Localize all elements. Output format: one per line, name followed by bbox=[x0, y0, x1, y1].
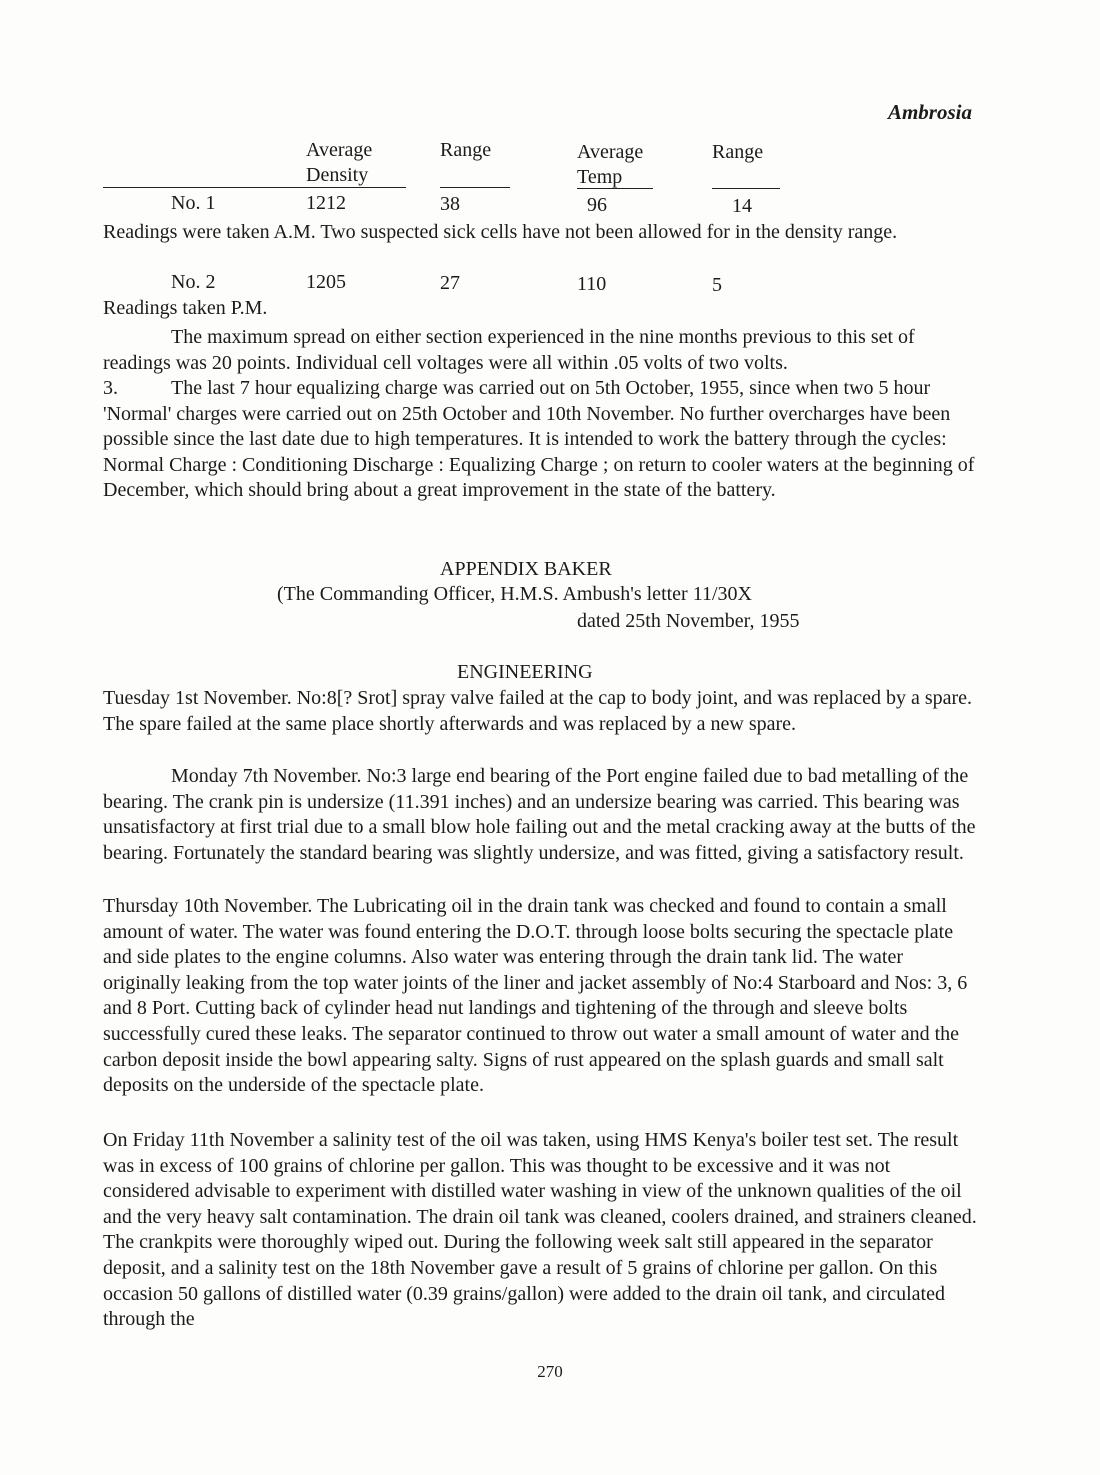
appendix-title: APPENDIX BAKER bbox=[440, 558, 612, 580]
row-temp: 110 bbox=[577, 273, 607, 295]
table-rule bbox=[440, 187, 510, 188]
paragraph-readings-pm: Readings taken P.M. bbox=[103, 297, 268, 319]
header-average-temp: Average Temp bbox=[577, 141, 644, 188]
header-range-temp: Range bbox=[712, 141, 764, 163]
table-rule bbox=[577, 188, 653, 189]
table-rule bbox=[103, 187, 406, 188]
header-range-density: Range bbox=[440, 139, 492, 161]
table-rule bbox=[712, 188, 780, 189]
row-label: No. 1 bbox=[171, 192, 216, 214]
paragraph-eng-4: On Friday 11th November a salinity test of the oil was taken, using HMS Kenya's boiler test set. The result was in excess of 100 grains of chlorine per gallon. This was thought to be excessive and it was not considered advisable to experiment with distilled water washing in view of the unknown qualities of the oil and the very heavy salt contamination. The drain oil tank was cleaned, coolers drained, and strainers cleaned. The crankpits were thoroughly wiped out. During the following week salt still appeared in the separator deposit, and a salinity test on the 18th November gave a result of 5 grains of chlorine per gallon. On this occasion 50 gallons of distilled water (0.39 grains/gallon) were added to the drain oil tank, and circulated through the bbox=[103, 1129, 977, 1331]
paragraph-eng-3: Thursday 10th November. The Lubricating oil in the drain tank was checked and found to contain a small amount of water. The water was found entering the D.O.T. through loose bolts securing the spectacle plate and side plates to the engine columns. Also water was entering through the drain tank lid. The water originally leaking from the top water joints of the liner and jacket assembly of No:4 Starboard and Nos: 3, 6 and 8 Port. Cutting back of cylinder head nut landings and tightening of the through and sleeve bolts successfully cured these leaks. The separator continued to throw out water a small amount of water and the carbon deposit inside the bowl appearing salty. Signs of rust appeared on the splash guards and small salt deposits on the underside of the spectacle plate. bbox=[103, 895, 968, 1097]
paragraph-eng-2: Monday 7th November. No:3 large end bearing of the Port engine failed due to bad metalling of the bearing. The crank pin is undersize (11.391 inches) and an undersize bearing was carried. This bearing was unsatisfactory at first trial due to a small blow hole failing out and the metal cracking away at the butts of the bearing. Fortunately the standard bearing was slightly undersize, and was fitted, giving a satisfactory result. bbox=[103, 765, 976, 864]
row-density: 1205 bbox=[306, 271, 346, 293]
row-range: 27 bbox=[440, 272, 460, 294]
row-density: 1212 bbox=[306, 192, 346, 214]
paragraph-spread: The maximum spread on either section experienced in the nine months previous to this set of readings was 20 points. Individual cell voltages were all within .05 volts of two volts. bbox=[103, 326, 915, 374]
row-temp: 96 bbox=[587, 194, 607, 216]
paragraph-3 bbox=[103, 376, 978, 504]
appendix-subtitle-line1: (The Commanding Officer, H.M.S. Ambush's letter 11/30X bbox=[277, 583, 752, 605]
row-range: 38 bbox=[440, 193, 460, 215]
row-label: No. 2 bbox=[171, 271, 216, 293]
page-number: 270 bbox=[537, 1362, 563, 1381]
paragraph-readings-am: Readings were taken A.M. Two suspected sick cells have not been allowed for in the density range. bbox=[103, 221, 898, 243]
paragraph-eng-1: Tuesday 1st November. No:8[? Srot] spray valve failed at the cap to body joint, and was replaced by a spare. The spare failed at the same place shortly afterwards and was replaced by a new spare. bbox=[103, 687, 973, 735]
paragraph-number: 3. bbox=[103, 377, 118, 399]
section-title-engineering: ENGINEERING bbox=[457, 661, 593, 683]
paragraph-3-text: The last 7 hour equalizing charge was carried out on 5th October, 1955, since when two 5 hour 'Normal' charges were carried out on 25th October and 10th November. No further overcharges have been possible since the last date due to high temperatures. It is intended to work the battery through the cycles: Normal Charge : Conditioning Discharge : Equalizing Charge ; on return to cooler waters at the beginning of December, which should bring about a great improvement in the state of the battery. bbox=[103, 377, 975, 502]
row-temp-range: 14 bbox=[732, 195, 752, 217]
running-header: Ambrosia bbox=[887, 100, 972, 124]
appendix-subtitle-line2: dated 25th November, 1955 bbox=[577, 610, 800, 632]
header-average-density: Average Density bbox=[306, 139, 373, 186]
row-temp-range: 5 bbox=[712, 274, 722, 296]
